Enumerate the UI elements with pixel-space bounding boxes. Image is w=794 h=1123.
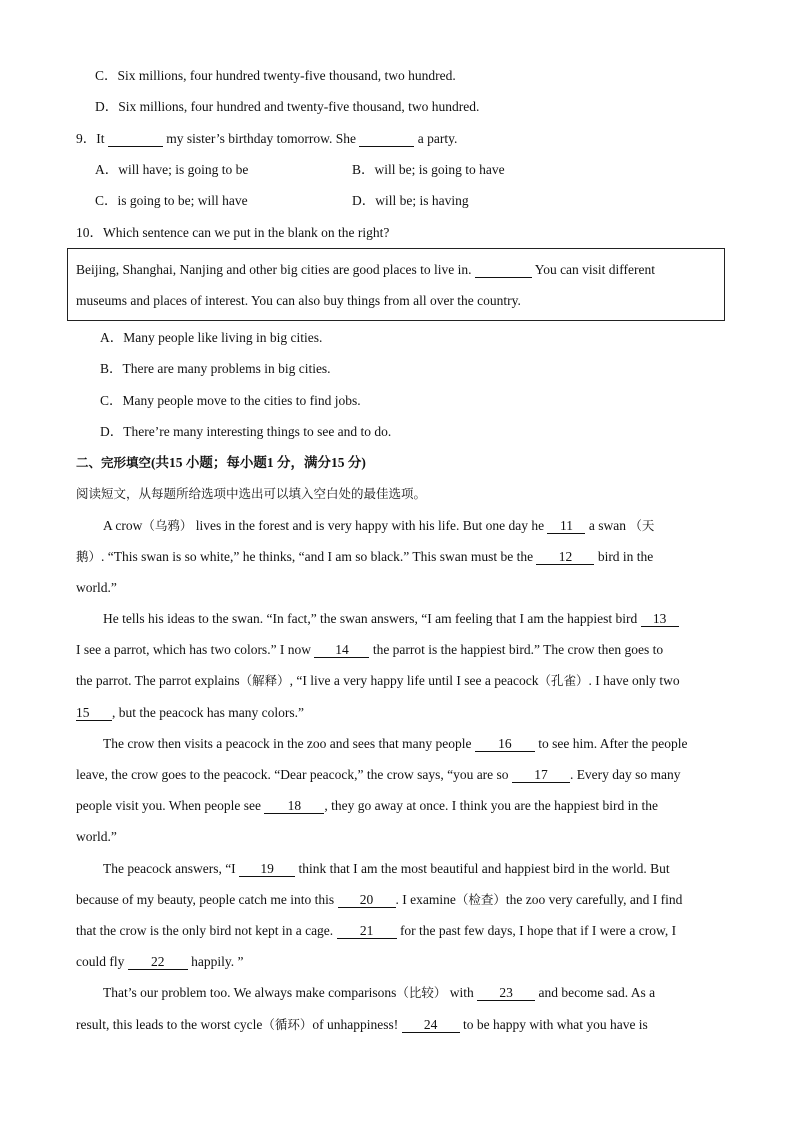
p4-line-4 [76, 953, 243, 971]
p4-text: that the crow is the only bird not kept in a cage. [76, 923, 334, 938]
p4-text: for the past few days, I hope that if I were a crow, I [399, 923, 677, 938]
p5-text: of unhappiness! [312, 1017, 399, 1032]
p4-text: could fly [76, 954, 125, 969]
q10-passage-box [67, 248, 725, 321]
q10-stem: 10．Which sentence can we put in the blank on the right? [76, 225, 390, 240]
section-2-instruction: 阅读短文，从每题所给选项中选出可以填入空白处的最佳选项。 [76, 486, 427, 501]
q10-box-line-1 [76, 261, 655, 279]
blank-11: 11 [547, 518, 585, 534]
blank-14: 14 [314, 642, 369, 658]
q10-option-a: A．Many people like living in big cities. [100, 330, 323, 345]
p5-gloss-cycle: （循环） [262, 1017, 313, 1032]
blank-16: 16 [475, 736, 535, 752]
q10-box-blank [475, 262, 532, 278]
p4-text: The peacock answers, “I [103, 861, 236, 876]
p1-gloss-swan-a: （天 [629, 518, 655, 533]
q9-blank-1 [108, 131, 163, 147]
q8-option-c: C．Six millions, four hundred twenty-five thousand, two hundred. [95, 68, 456, 83]
q8-option-d: D．Six millions, four hundred and twenty-five thousand, two hundred. [95, 99, 480, 114]
p3-line-3 [76, 797, 658, 815]
p5-text: to be happy with what you have is [462, 1017, 648, 1032]
p5-line-2 [76, 1016, 648, 1034]
q10-box-text-b: You can visit different [534, 262, 656, 277]
p3-text: leave, the crow goes to the peacock. “Dear peacock,” the crow says, “you are so [76, 767, 509, 782]
section-2-title: 二、完形填空 [76, 455, 152, 470]
q10-option-c: C．Many people move to the cities to find jobs. [100, 393, 361, 408]
q10-box-line-2: museums and places of interest. You can also buy things from all over the country. [76, 293, 521, 308]
p1-text: bird in the [597, 549, 654, 564]
section-2-heading [76, 454, 366, 472]
p4-gloss-examine: （检查） [455, 892, 506, 907]
p4-text: . I examine [395, 892, 456, 907]
p2-gloss-explain: （解释） [239, 673, 290, 688]
p3-text: . Every day so many [569, 767, 681, 782]
q9-option-b: B．will be; is going to have [352, 162, 505, 177]
p3-text: The crow then visits a peacock in the zoo and sees that many people [103, 736, 472, 751]
p2-gloss-peacock: （孔雀） [538, 673, 589, 688]
p3-line-2 [76, 766, 681, 784]
p2-text: , but the peacock has many colors.” [112, 705, 304, 720]
p5-text: result, this leads to the worst cycle [76, 1017, 263, 1032]
p3-line-4: world.” [76, 829, 117, 844]
p1-line-3: world.” [76, 580, 117, 595]
blank-22: 22 [128, 954, 188, 970]
p2-text: He tells his ideas to the swan. “In fact,” the swan answers, “I am feeling that I am the happiest bird [103, 611, 638, 626]
p1-line-2 [76, 548, 653, 566]
p4-line-2 [76, 891, 682, 909]
q9-blank-2 [359, 131, 414, 147]
p2-text: , “I live a very happy life until I see a peacock [289, 673, 539, 688]
p2-text: the parrot is the happiest bird.” The crow then goes to [372, 642, 664, 657]
p1-gloss-swan-b: 鹅） [76, 549, 102, 564]
blank-19: 19 [239, 861, 295, 877]
p2-line-1 [103, 610, 679, 628]
p1-text: . “This swan is so white,” he thinks, “and I am so black.” This swan must be the [101, 549, 534, 564]
blank-20: 20 [338, 892, 396, 908]
q9-stem-end: a party. [417, 131, 458, 146]
section-2-scoring: (共15 小题；每小题1 分，满分15 分) [151, 455, 366, 470]
p4-line-1 [103, 860, 670, 878]
p2-line-3 [76, 672, 680, 690]
p5-text: and become sad. As a [538, 985, 656, 1000]
p4-text: because of my beauty, people catch me into this [76, 892, 335, 907]
p5-text: with [446, 985, 474, 1000]
p2-text: . I have only two [588, 673, 680, 688]
q9-option-c: C．is going to be; will have [95, 193, 248, 208]
p5-gloss-compare: （比较） [396, 985, 447, 1000]
p3-text: to see him. After the people [538, 736, 688, 751]
q10-box-text-a: Beijing, Shanghai, Nanjing and other big cities are good places to live in. [76, 262, 472, 277]
blank-24: 24 [402, 1017, 460, 1033]
p3-text: people visit you. When people see [76, 798, 261, 813]
q10-option-d: D．There’re many interesting things to see and to do. [100, 424, 392, 439]
p1-text: A crow [103, 518, 143, 533]
p3-line-1 [103, 735, 687, 753]
blank-23: 23 [477, 985, 535, 1001]
p5-line-1 [103, 984, 655, 1002]
p4-text: happily. ” [191, 954, 244, 969]
blank-21: 21 [337, 923, 397, 939]
blank-13: 13 [641, 611, 679, 627]
p1-text: lives in the forest and is very happy with his life. But one day he [192, 518, 545, 533]
q9-stem-start: 9．It [76, 131, 105, 146]
q10-option-b: B．There are many problems in big cities. [100, 361, 331, 376]
p2-text: the parrot. The parrot explains [76, 673, 240, 688]
blank-17: 17 [512, 767, 570, 783]
p3-text: , they go away at once. I think you are the happiest bird in the [324, 798, 658, 813]
q9-option-d: D．will be; is having [352, 193, 469, 208]
q9-option-a: A．will have; is going to be [95, 162, 249, 177]
p1-gloss-crow: （乌鸦） [142, 518, 193, 533]
p1-line-1 [103, 517, 654, 535]
blank-15: 15 [76, 705, 112, 721]
p1-text: a swan [588, 518, 626, 533]
p4-text: the zoo very carefully, and I find [505, 892, 683, 907]
blank-18: 18 [264, 798, 324, 814]
p2-text: I see a parrot, which has two colors.” I now [76, 642, 312, 657]
p2-line-4 [76, 704, 304, 722]
blank-12: 12 [536, 549, 594, 565]
p2-line-2 [76, 641, 663, 659]
p4-text: think that I am the most beautiful and happiest bird in the world. But [298, 861, 670, 876]
p4-line-3 [76, 922, 676, 940]
q9-stem [76, 130, 457, 148]
p5-text: That’s our problem too. We always make comparisons [103, 985, 397, 1000]
q9-stem-middle: my sister’s birthday tomorrow. She [166, 131, 356, 146]
